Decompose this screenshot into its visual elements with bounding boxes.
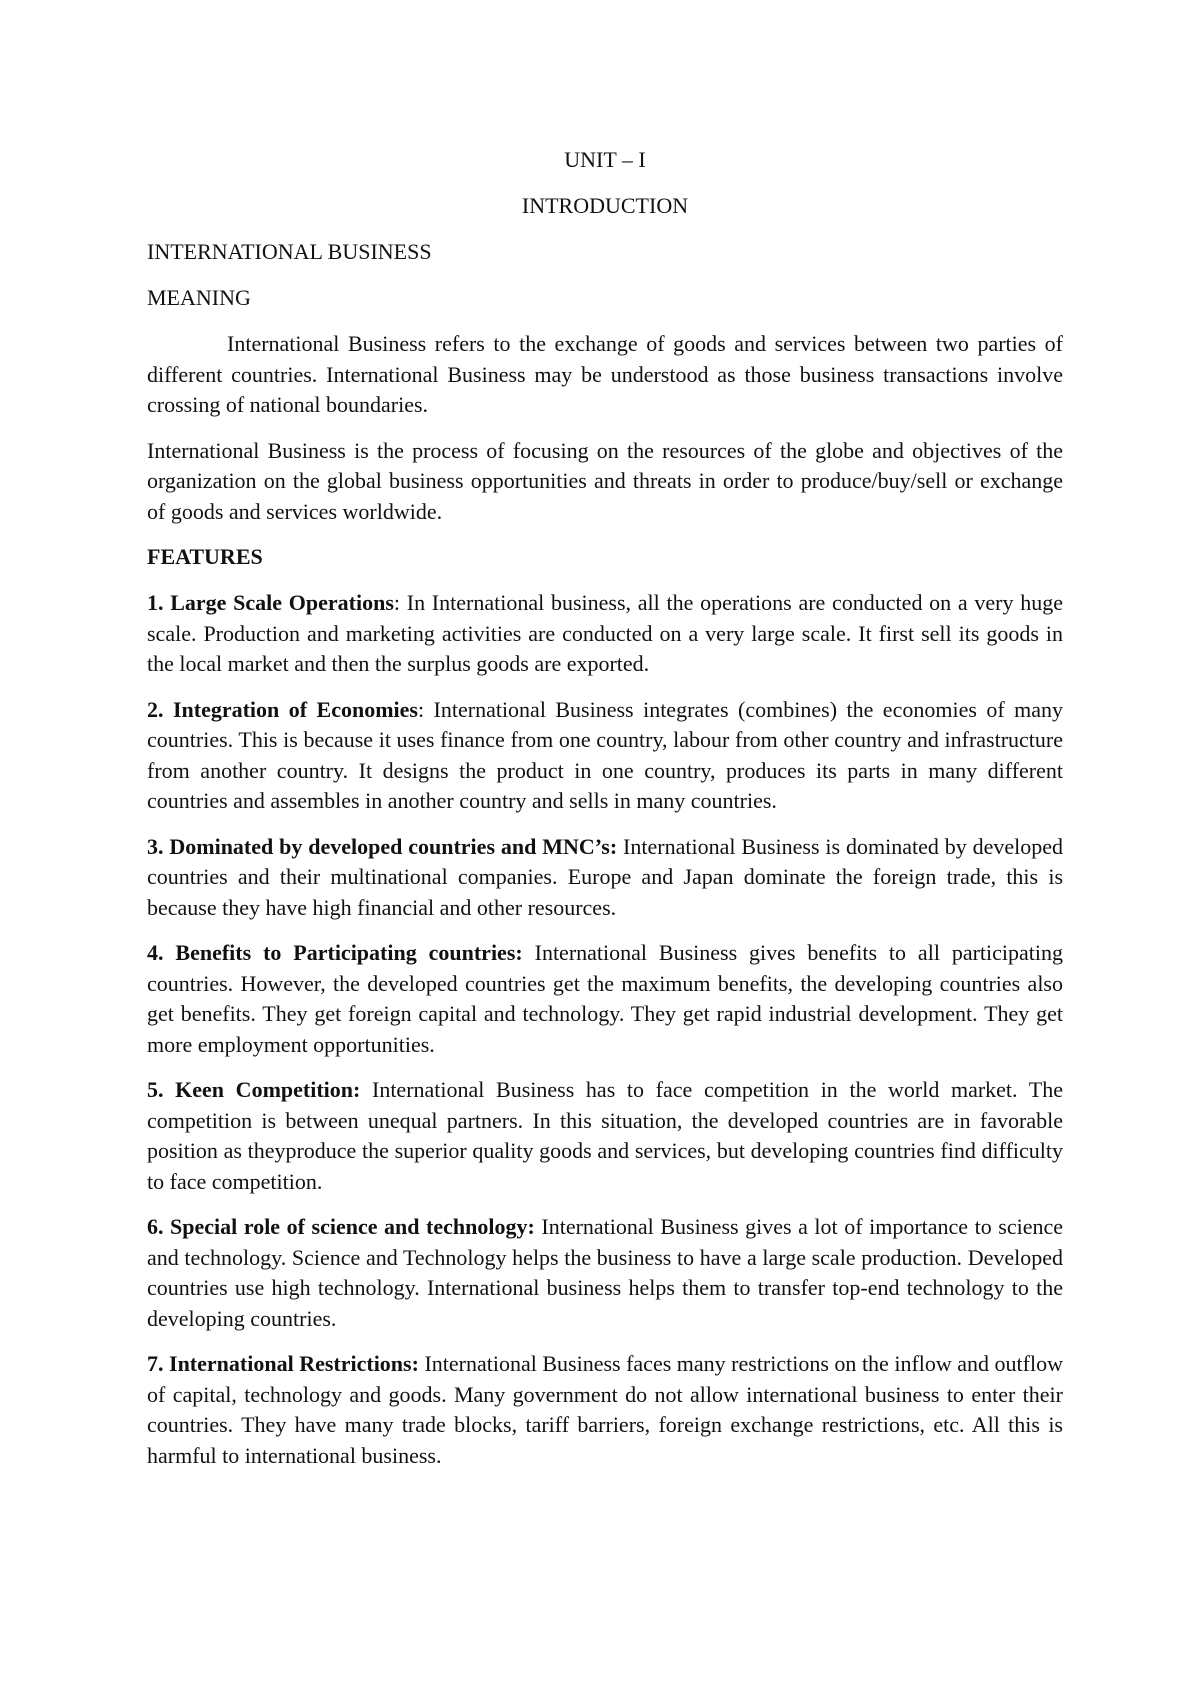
feature-item-benefits-to-participating-countries	[147, 938, 1063, 1060]
feature-lead: 5. Keen Competition:	[147, 1077, 361, 1102]
feature-item-integration-of-economies	[147, 695, 1063, 817]
feature-lead: 7. International Restrictions:	[147, 1351, 419, 1376]
feature-text: International Business gives benefits to all participating countries. However, the developed countries get the maximum benefits, the developing countries also get benefits. They get foreign capital and technology. They get rapid industrial development. They get more employment opportunities.	[147, 940, 1064, 1057]
feature-lead: 2. Integration of Economies	[147, 696, 418, 722]
feature-text: International Business faces many restrictions on the inflow and outflow of capital, technology and goods. Many government do not allow international business to enter their countries. They have many trade blocks, tariff barriers, foreign exchange restrictions, etc. All this is harmful to international business.	[147, 1351, 1063, 1468]
feature-lead: 1. Large Scale Operations	[147, 590, 394, 615]
feature-item-large-scale-operations	[147, 588, 1063, 680]
feature-text: : International Business integrates (combines) the economies of many countries. This is because it uses finance from one country, labour from other country and infrastructure from another country. It designs the product in one country, produces its parts in many different countries and assembles in another country and sells in many countries.	[147, 696, 1064, 813]
feature-text: International Business gives a lot of importance to science and technology. Science and Technology helps the business to have a large scale production. Developed countries use high technology. International business helps them to transfer top-end technology to the developing countries.	[147, 1214, 1064, 1331]
feature-text: International Business is dominated by developed countries and their multinational companies. Europe and Japan dominate the foreign trade, this is because they have high financial and other resources.	[147, 833, 1063, 920]
meaning-paragraph-2: International Business is the process of focusing on the resources of the globe and objectives of the organization on the global business opportunities and threats in order to produce/buy/sell or exchange of goods and services worldwide.	[147, 437, 1063, 524]
feature-lead: 4. Benefits to Participating countries:	[147, 940, 523, 965]
feature-item-science-and-technology	[147, 1212, 1063, 1334]
introduction-title: INTRODUCTION	[521, 193, 689, 218]
feature-item-dominated-by-developed-countries	[147, 832, 1063, 924]
feature-lead: 6. Special role of science and technology:	[147, 1214, 535, 1239]
feature-item-international-restrictions	[147, 1349, 1063, 1471]
feature-lead: 3. Dominated by developed countries and MNC’s:	[147, 833, 618, 859]
feature-text: : In International business, all the operations are conducted on a very huge scale. Production and marketing activities are conducted on a very large scale. It first sell its goods in the local market and then the surplus goods are exported.	[147, 590, 1063, 676]
feature-text: International Business has to face competition in the world market. The competition is between unequal partners. In this situation, the developed countries are in favorable position as theyproduce the superior quality goods and services, but developing countries find difficulty to face competition.	[147, 1077, 1064, 1194]
features-heading: FEATURES	[147, 544, 263, 569]
unit-title: UNIT – I	[564, 147, 646, 172]
meaning-paragraph-1: International Business refers to the exchange of goods and services between two parties of different countries. International Business may be understood as those business transactions involve crossing of national boundaries.	[147, 331, 1063, 417]
section-title: INTERNATIONAL BUSINESS	[147, 239, 432, 264]
page-content	[147, 145, 1063, 1486]
feature-item-keen-competition	[147, 1075, 1063, 1197]
meaning-heading: MEANING	[147, 285, 251, 310]
